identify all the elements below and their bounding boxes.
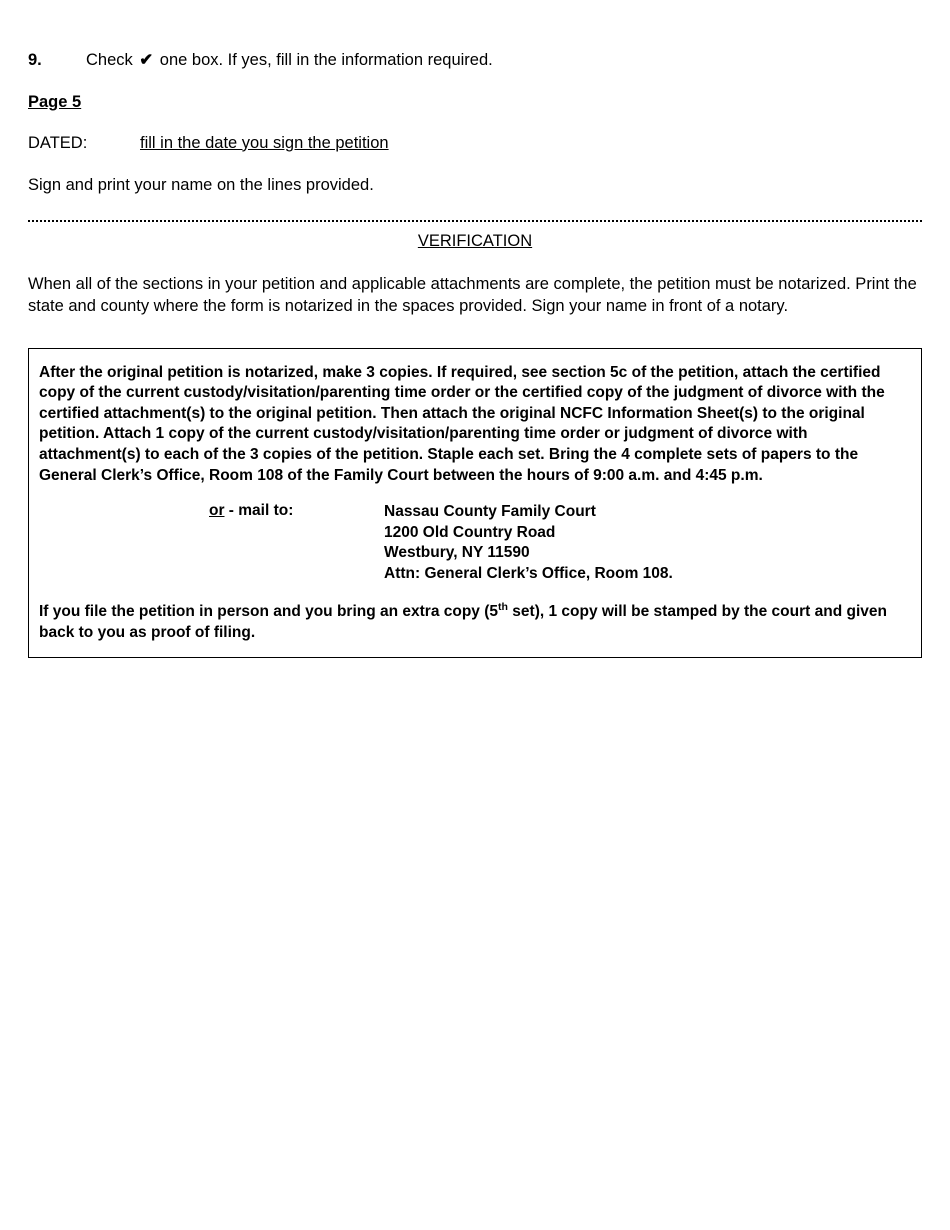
address-line-2: 1200 Old Country Road [384,523,556,541]
notary-paragraph: When all of the sections in your petition and applicable attachments are complete, the petition must be notarized. Print the state and county where the form is notarized in the spaces provided. Sign your name in front of a notary. [28,275,917,316]
item-9-text-after: one box. If yes, fill in the information required. [159,51,493,69]
checkmark-icon: ✔ [139,51,154,69]
page-heading: Page 5 [28,92,82,111]
filing-paragraph-1: After the original petition is notarized, make 3 copies. If required, see section 5c of the petition, attach the certified copy of the current custody/visitation/parenting time order or the certified copy of the judgment of divorce with the certified attachment(s) to the original petition. Then attach the original NCFC Information Sheet(s) to the original petition. Attach 1 copy of the current custody/visitation/parenting time order or judgment of divorce with attachment(s) to each of the 3 copies of the petition. Staple each set. Bring the 4 complete sets of papers to the General Clerk’s Office, Room 108 of the Family Court between the hours of 9:00 a.m. and 4:45 p.m. [39,363,885,484]
address-line-1: Nassau County Family Court [384,503,596,521]
mail-block [39,502,911,584]
item-9 [28,50,922,71]
address-line-4: Attn: General Clerk’s Office, Room 108. [384,564,673,582]
verification-heading: VERIFICATION [417,232,533,251]
sign-instruction: Sign and print your name on the lines provided. [28,175,374,194]
item-9-text [86,50,493,71]
dotted-divider [28,220,922,222]
item-9-number: 9. [28,51,42,69]
address-line-3: Westbury, NY 11590 [384,544,530,562]
mail-or-word: or [209,502,225,520]
dated-row [28,134,922,153]
filing-instructions-box [28,348,922,659]
document-content [28,50,922,658]
mail-label-rest: - mail to: [224,502,294,520]
filing-paragraph-2 [39,600,911,643]
ordinal-suffix: th [498,601,508,614]
mailing-address [384,502,673,584]
mail-label [209,502,384,584]
dated-value: fill in the date you sign the petition [140,133,389,152]
dated-label: DATED: [28,133,88,152]
filing-paragraph-2-part1: If you file the petition in person and you bring an extra copy (5 [39,603,499,621]
filing-paragraph-2-part2: set), 1 copy will be stamped by the court and given back to you as proof of filing. [39,603,887,641]
item-9-text-before: Check [86,51,133,69]
